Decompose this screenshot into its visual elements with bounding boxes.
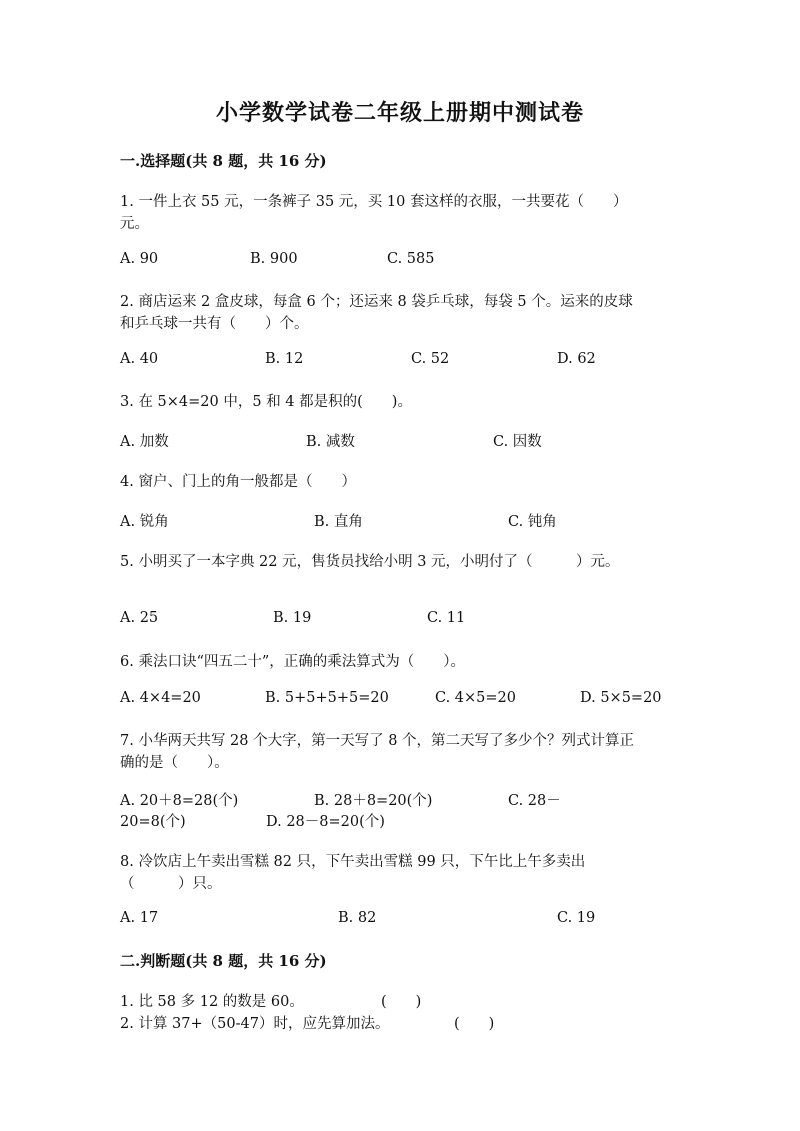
question-8-option-b: B. 82 bbox=[338, 910, 377, 926]
question-3-option-a: A. 加数 bbox=[120, 434, 169, 450]
question-7-line-1: 7. 小华两天共写 28 个大字，第一天写了 8 个，第二天写了多少个？列式计算正 bbox=[120, 733, 635, 749]
question-8-line-2: （ ）只。 bbox=[120, 876, 222, 892]
page-title: 小学数学试卷二年级上册期中测试卷 bbox=[215, 100, 584, 126]
question-2-line-2: 和乒乓球一共有（ ）个。 bbox=[120, 316, 309, 332]
question-1-option-b: B. 900 bbox=[250, 251, 298, 267]
question-7-option-a: A. 20＋8=28(个) bbox=[120, 793, 239, 809]
question-7-option-b: B. 28＋8=20(个) bbox=[314, 793, 433, 809]
question-3-option-c: C. 因数 bbox=[493, 434, 542, 450]
question-8-line-1: 8. 冷饮店上午卖出雪糕 82 只，下午卖出雪糕 99 只，下午比上午多卖出 bbox=[120, 854, 586, 870]
question-5-option-a: A. 25 bbox=[120, 610, 159, 626]
question-5-option-c: C. 11 bbox=[427, 610, 466, 626]
question-7-option-c: C. 28－ bbox=[508, 793, 561, 809]
question-8-option-c: C. 19 bbox=[557, 910, 596, 926]
question-8-option-a: A. 17 bbox=[120, 910, 159, 926]
question-6-option-c: C. 4×5=20 bbox=[435, 690, 516, 706]
question-5-line-1: 5. 小明买了一本字典 22 元，售货员找给小明 3 元，小明付了（ ）元。 bbox=[120, 554, 620, 570]
question-2-option-a: A. 40 bbox=[120, 351, 159, 367]
question-6-line-1: 6. 乘法口诀“四五二十”，正确的乘法算式为（ ）。 bbox=[120, 654, 466, 670]
question-6-option-b: B. 5+5+5+5=20 bbox=[265, 690, 389, 706]
question-4-option-c: C. 钝角 bbox=[508, 514, 557, 530]
question-1-option-c: C. 585 bbox=[387, 251, 435, 267]
question-6-option-d: D. 5×5=20 bbox=[580, 690, 662, 706]
question-2-line-1: 2. 商店运来 2 盒皮球，每盒 6 个；还运来 8 袋乒乓球，每袋 5 个。运来的皮球 bbox=[120, 294, 633, 310]
question-6-option-a: A. 4×4=20 bbox=[120, 690, 201, 706]
section-heading-choice: 一.选择题(共 8 题，共 16 分) bbox=[120, 152, 327, 170]
question-1-option-a: A. 90 bbox=[120, 251, 159, 267]
question-1-line-1: 1. 一件上衣 55 元，一条裤子 35 元，买 10 套这样的衣服，一共要花（ ） bbox=[120, 194, 628, 210]
question-3-option-b: B. 减数 bbox=[306, 434, 355, 450]
section-heading-true-false: 二.判断题(共 8 题，共 16 分) bbox=[120, 952, 327, 970]
tf-question-1-blank: ( ) bbox=[381, 994, 422, 1010]
question-2-option-d: D. 62 bbox=[557, 351, 596, 367]
tf-question-2: 2. 计算 37+（50-47）时，应先算加法。 bbox=[120, 1016, 390, 1032]
tf-question-1: 1. 比 58 多 12 的数是 60。 bbox=[120, 994, 304, 1010]
question-4-option-a: A. 锐角 bbox=[120, 514, 169, 530]
question-4-option-b: B. 直角 bbox=[314, 514, 363, 530]
question-7-line-2: 确的是（ ）。 bbox=[120, 755, 229, 771]
question-4-line-1: 4. 窗户、门上的角一般都是（ ） bbox=[120, 474, 356, 490]
question-2-option-c: C. 52 bbox=[411, 351, 450, 367]
question-3-line-1: 3. 在 5×4=20 中，5 和 4 都是积的( )。 bbox=[120, 394, 412, 410]
question-7-option-d: D. 28－8=20(个) bbox=[266, 814, 385, 830]
question-2-option-b: B. 12 bbox=[265, 351, 304, 367]
tf-question-2-blank: ( ) bbox=[454, 1016, 495, 1032]
question-7-option-c-continued: 20=8(个) bbox=[120, 814, 186, 830]
question-5-option-b: B. 19 bbox=[273, 610, 312, 626]
question-1-line-2: 元。 bbox=[120, 216, 149, 232]
